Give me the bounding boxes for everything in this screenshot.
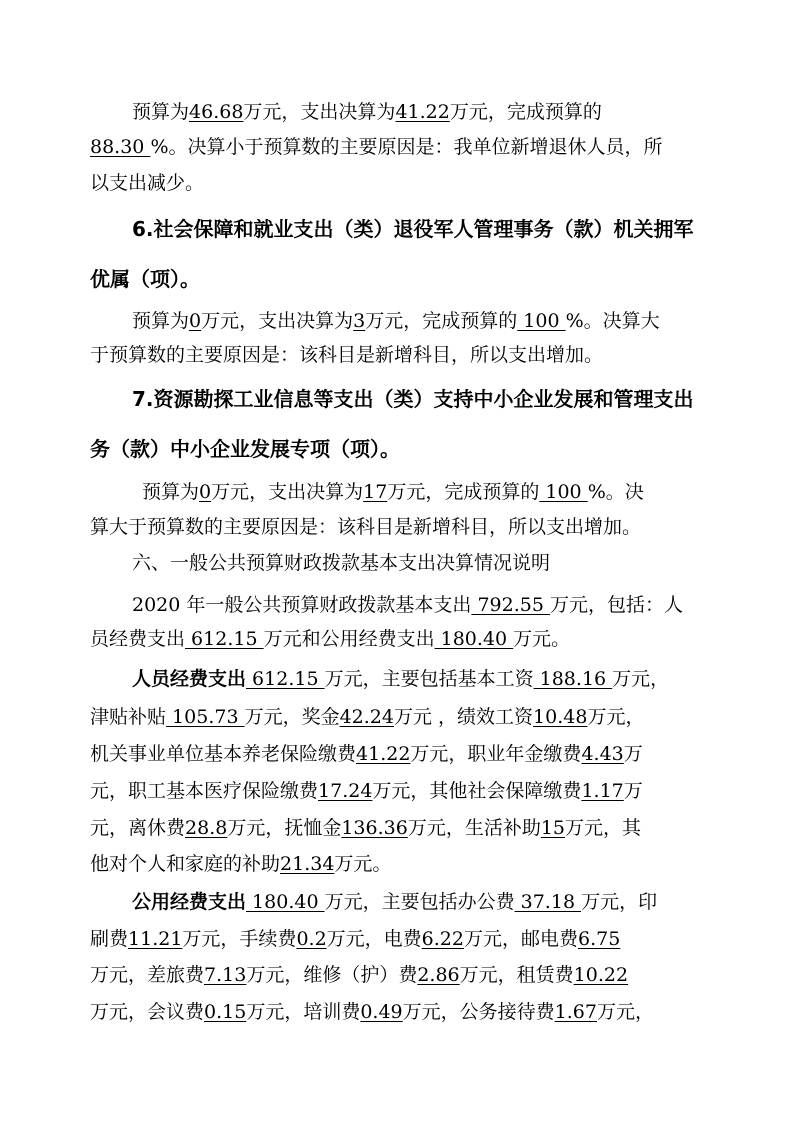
percent-value: 100 [517,310,566,332]
text-span: 万元和公用经费支出 [263,628,435,650]
amount-value: 0.2 [296,928,327,950]
text-span: 万元 ，绩效工资 [394,706,534,728]
amount-value: 188.16 [533,668,613,690]
amount-value: 37.18 [514,891,582,913]
amount-value: 1.67 [554,1001,597,1023]
text-line [0,852,793,876]
text-span: 万元，其 [565,817,642,839]
text-line [0,627,793,651]
text-span: 万元，电费 [326,928,422,950]
text-span: 于预算数的主要原因是：该科目是新增科目，所以支出增加。 [90,344,604,366]
amount-value: 3 [353,310,366,332]
amount-value: 2.86 [417,964,460,986]
text-span: 万元。 [513,628,571,650]
amount-value: 612.15 [185,628,264,650]
text-line [0,593,793,617]
amount-value: 41.22 [395,101,450,123]
text-span: 万元，会议费 [90,1001,205,1023]
amount-value: 17.24 [318,780,373,802]
amount-value: 0 [199,481,212,503]
text-span: 万元，印 [581,891,658,913]
text-span: 万元， [587,706,645,728]
text-span: %。决算大 [565,310,660,332]
text-span: 万元，完成预算的 [449,101,602,123]
bold-label: 人员经费支出 [132,668,247,690]
text-line [0,480,793,504]
amount-value: 105.73 [166,706,245,728]
text-span: 万元，完成预算的 [387,481,540,503]
text-span: 万元，邮电费 [463,928,578,950]
text-line [0,927,793,951]
text-span: 万元，维修（护）费 [246,964,418,986]
text-span: 以支出减少。 [90,172,205,194]
amount-value: 21.34 [280,853,335,875]
amount-value: 1.17 [581,780,624,802]
percent-value: 100 [539,481,588,503]
text-span: 预算为 [132,101,190,123]
text-span: 万元，支出决算为 [201,310,354,332]
text-span: 万元，租赁费 [459,964,574,986]
amount-value: 10.22 [573,964,629,986]
amount-value: 792.55 [471,594,550,616]
text-line [0,890,793,914]
text-span: 万元，其他社会保障缴费 [372,780,582,802]
text-span: 万元，主要包括办公费 [324,891,515,913]
text-span: 万元，主要包括基本工资 [324,668,534,690]
text-span: 刷费 [90,928,129,950]
text-line [0,816,793,840]
section-heading: 优属（项）。 [90,267,200,291]
amount-value: 6.75 [578,928,621,950]
text-line [0,515,793,539]
text-span: 算大于预算数的主要原因是：该科目是新增科目，所以支出增加。 [90,516,642,538]
amount-value: 0.15 [204,1001,247,1023]
text-span: 万元，包括：人 [549,594,683,616]
bold-label: 公用经费支出 [132,891,247,913]
amount-value: 28.8 [185,817,228,839]
section-heading: 6.社会保障和就业支出（类）退役军人管理事务（款）机关拥军 [132,217,694,241]
text-span: 万元，职业年金缴费 [410,743,582,765]
amount-value: 136.36 [341,817,408,839]
text-span: 万元，生活补助 [407,817,541,839]
text-span: 万元，完成预算的 [365,310,518,332]
text-span: 预算为 [142,481,200,503]
amount-value: 4.43 [581,743,624,765]
amount-value: 0 [189,310,202,332]
text-line [0,343,793,367]
text-span: 万元， [612,668,670,690]
text-line [0,309,793,333]
text-span: 万元。 [334,853,392,875]
text-span: 万元，抚恤金 [227,817,342,839]
amount-value: 41.22 [356,743,411,765]
text-span: 万元，培训费 [246,1001,361,1023]
text-span: 万元，支出决算为 [243,101,396,123]
text-line [0,705,793,729]
text-span: 万 [623,743,643,765]
amount-value: 10.48 [533,706,588,728]
text-span: 元，职工基本医疗保险缴费 [90,780,319,802]
amount-value: 612.15 [246,668,325,690]
amount-value: 6.22 [421,928,464,950]
text-line [0,100,712,124]
section-heading: 务（款）中小企业发展专项（项）。 [90,437,400,461]
text-span: 津贴补贴 [90,706,167,728]
text-span: 元，离休费 [90,817,186,839]
text-line [0,667,793,691]
amount-value: 11.21 [128,928,183,950]
text-span: 万元，手续费 [182,928,297,950]
text-span: 万元，公务接待费 [402,1001,555,1023]
text-span: 预算为 [132,310,190,332]
text-line [0,1000,793,1024]
text-span: 万元， [596,1001,654,1023]
amount-value: 180.40 [434,628,514,650]
text-span: 万元，支出决算为 [211,481,364,503]
text-span: %。决算小于预算数的主要原因是：我单位新增退休人员，所 [150,136,663,158]
text-span: 员经费支出 [90,628,186,650]
section-heading: 7.资源勘探工业信息等支出（类）支持中小企业发展和管理支出 [132,387,694,411]
text-span: 他对个人和家庭的补助 [90,853,281,875]
text-span: 万 [623,780,643,802]
amount-value: 180.40 [246,891,325,913]
amount-value: 15 [540,817,566,839]
text-span: %。决 [587,481,644,503]
text-line [0,963,793,987]
text-span: 2020 年一般公共预算财政拨款基本支出 [132,594,472,616]
text-line [0,779,793,803]
amount-value: 7.13 [204,964,247,986]
amount-value: 42.24 [339,706,394,728]
amount-value: 17 [363,481,388,503]
amount-value: 0.49 [360,1001,403,1023]
text-span: 机关事业单位基本养老保险缴费 [90,743,357,765]
text-line [0,135,793,159]
amount-value: 46.68 [189,101,244,123]
text-line [0,171,793,195]
text-span: 万元，奖金 [244,706,340,728]
section-title: 六、一般公共预算财政拨款基本支出决算情况说明 [132,552,551,574]
text-line [0,742,793,766]
text-span: 万元，差旅费 [90,964,205,986]
percent-value: 88.30 [90,136,151,158]
